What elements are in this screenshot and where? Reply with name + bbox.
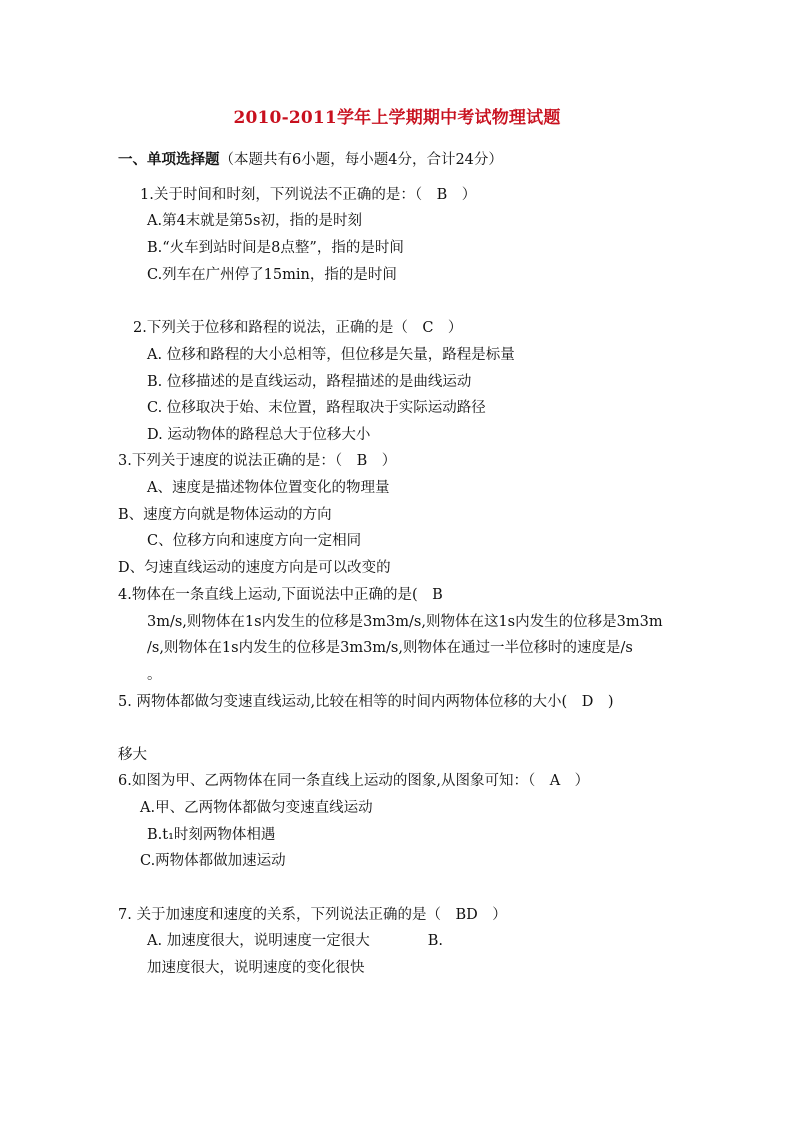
q5-continuation: 移大 [118, 747, 147, 763]
question-7: 7. 关于加速度和速度的关系，下列说法正确的是（ BD ） [118, 907, 507, 923]
q2-option-c: C. 位移取决于始、末位置，路程取决于实际运动路径 [147, 400, 486, 416]
question-6: 6.如图为甲、乙两物体在同一条直线上运动的图象,从图象可知：（ A ） [118, 773, 590, 789]
q4-text-line-3: 。 [147, 667, 162, 683]
question-1: 1.关于时间和时刻，下列说法不正确的是：（ B ） [140, 187, 477, 203]
q2-option-a: A. 位移和路程的大小总相等，但位移是矢量，路程是标量 [147, 347, 515, 363]
question-4: 4.物体在一条直线上运动,下面说法中正确的是( B [118, 587, 443, 603]
q1-option-c: C.列车在广州停了15min，指的是时间 [147, 267, 397, 283]
q6-option-a: A.甲、乙两物体都做匀变速直线运动 [140, 800, 373, 816]
section-heading-row [118, 150, 503, 170]
q2-option-b: B. 位移描述的是直线运动，路程描述的是曲线运动 [147, 374, 472, 390]
q7-option-a: A. 加速度很大，说明速度一定很大 B. [147, 933, 443, 949]
q6-option-c: C.两物体都做加速运动 [140, 853, 286, 869]
q2-option-d: D. 运动物体的路程总大于位移大小 [147, 427, 371, 443]
q3-option-a: A、速度是描述物体位置变化的物理量 [147, 480, 390, 496]
q1-option-a: A.第4末就是第5s初，指的是时刻 [147, 213, 362, 229]
q1-option-b: B.“火车到站时间是8点整”，指的是时间 [147, 240, 404, 256]
section-heading: 一、单项选择题 [118, 151, 220, 168]
q4-text-line-2: /s,则物体在1s内发生的位移是3m3m/s,则物体在通过一半位移时的速度是/s [147, 640, 633, 656]
question-5: 5. 两物体都做匀变速直线运动,比较在相等的时间内两物体位移的大小( D ) [118, 694, 614, 710]
question-3: 3.下列关于速度的说法正确的是：（ B ） [118, 453, 397, 469]
q7-option-b: 加速度很大，说明速度的变化很快 [147, 960, 365, 976]
q4-text-line-1: 3m/s,则物体在1s内发生的位移是3m3m/s,则物体在这1s内发生的位移是3m3m [147, 614, 663, 630]
section-instructions: （本题共有6小题，每小题4分，合计24分） [219, 152, 503, 168]
q3-option-c: C、位移方向和速度方向一定相同 [147, 533, 362, 549]
q6-option-b: B.t₁时刻两物体相遇 [147, 827, 276, 843]
page-title: 2010-2011学年上学期期中考试物理试题 [233, 108, 561, 128]
q3-option-b: B、速度方向就是物体运动的方向 [118, 507, 332, 523]
question-2: 2.下列关于位移和路程的说法，正确的是（ C ） [133, 320, 463, 336]
q3-option-d: D、匀速直线运动的速度方向是可以改变的 [118, 560, 391, 576]
